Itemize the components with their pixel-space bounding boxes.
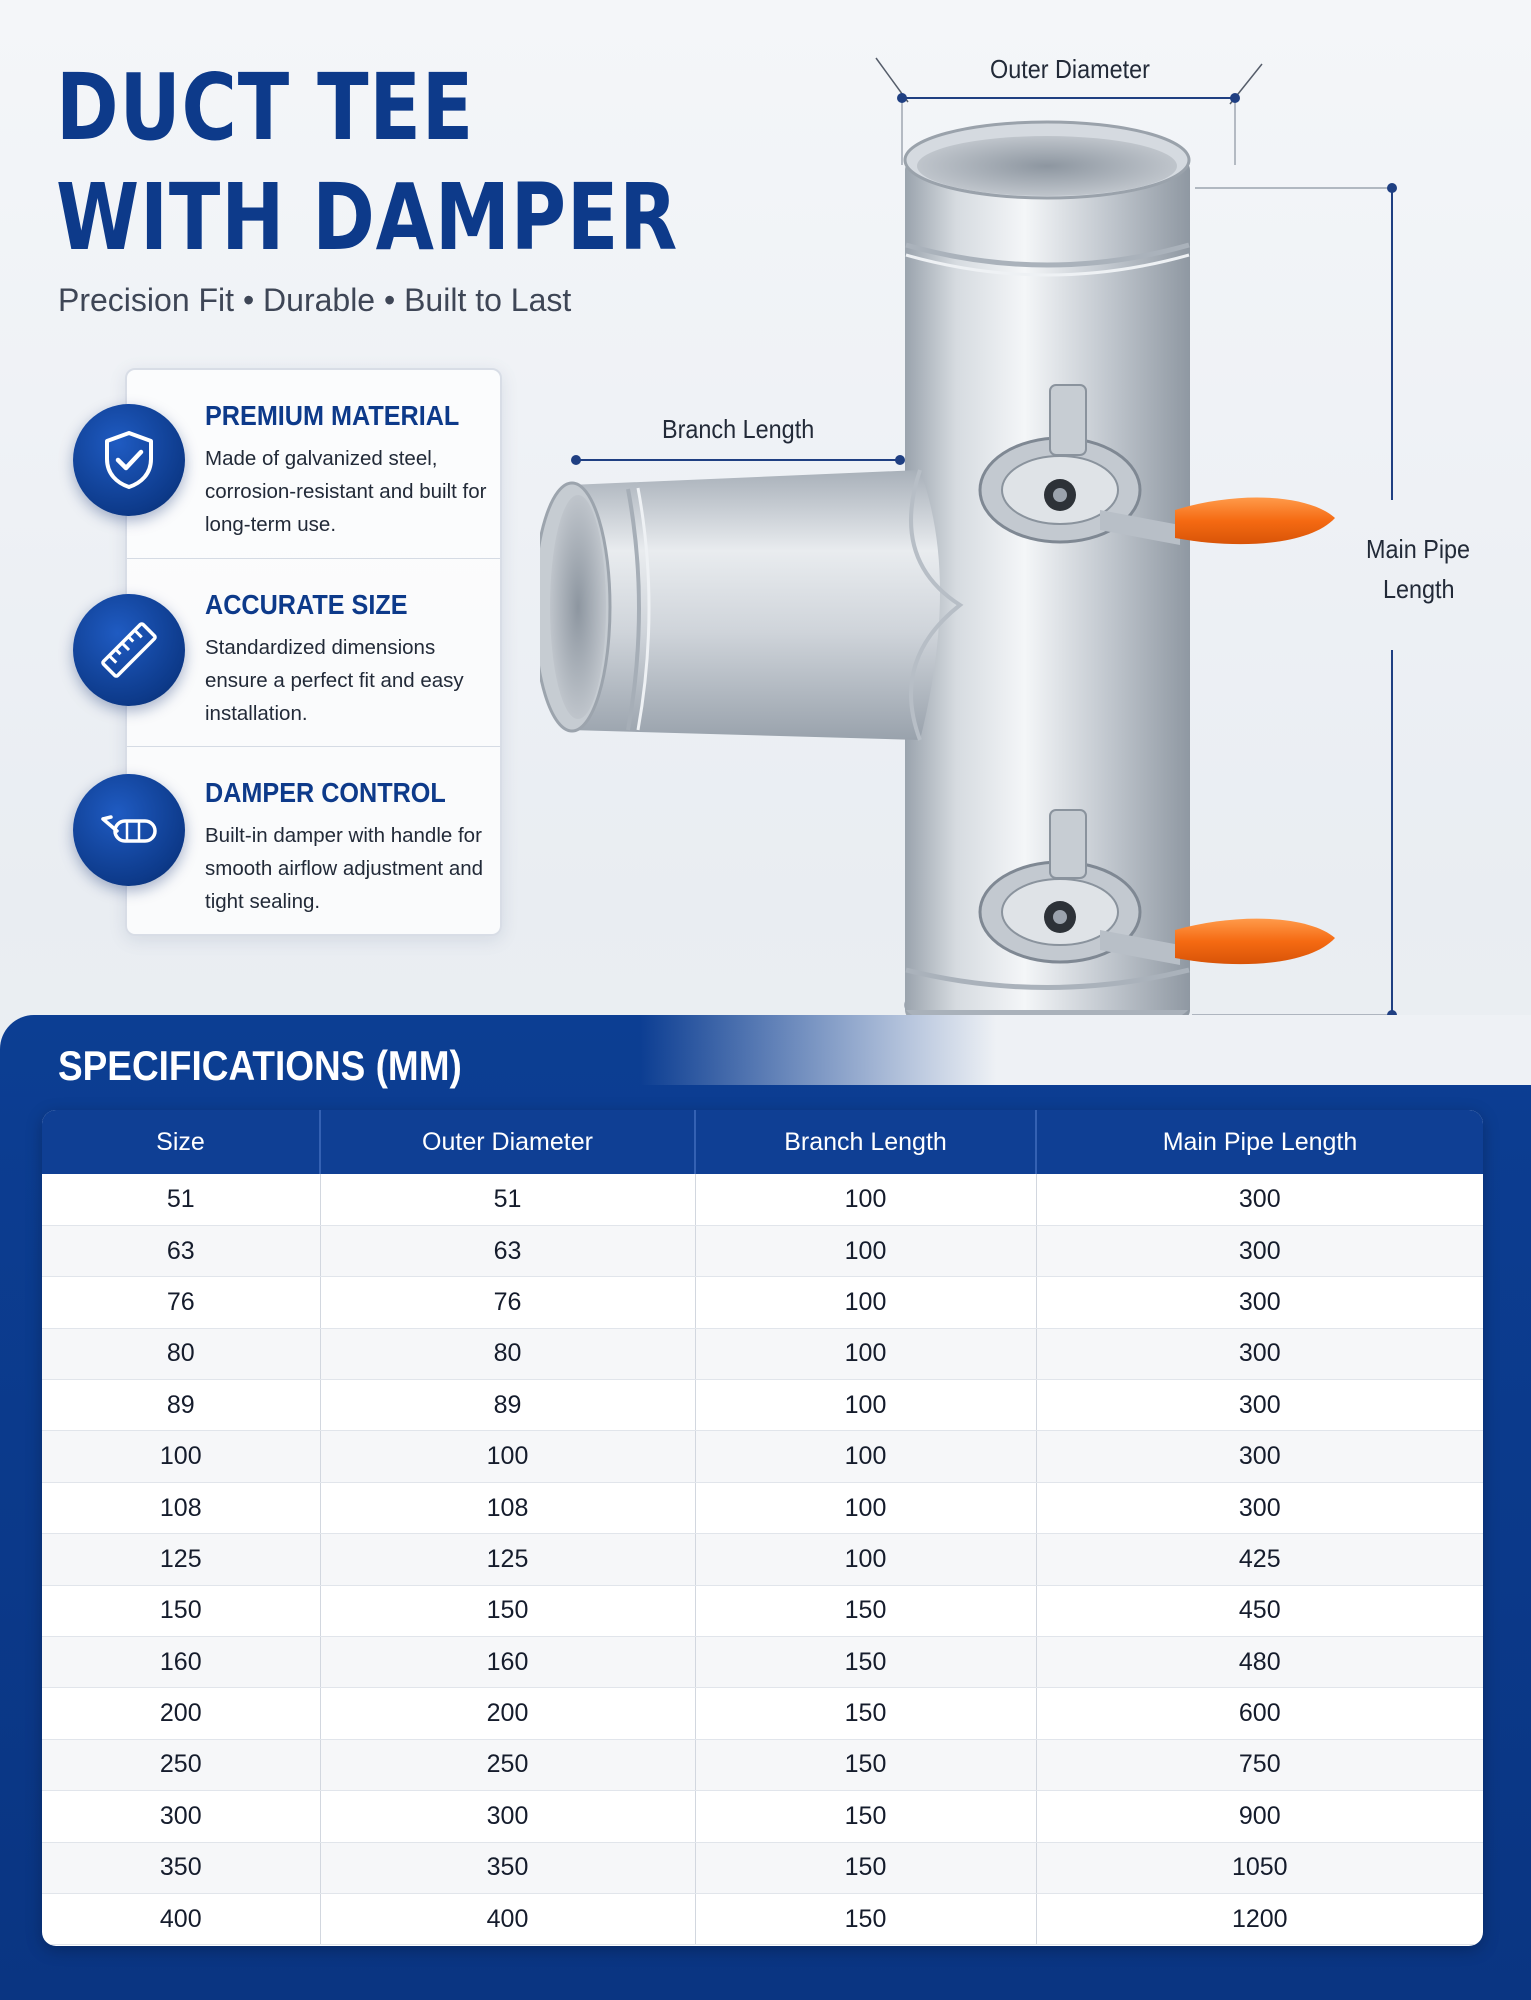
specifications-table-container [42,1110,1483,1946]
feature-description: Made of galvanized steel, corrosion-resistant and built for long-term use. [205,447,487,536]
cell-branch-length: 100 [695,1431,1036,1482]
cell-branch-length: 100 [695,1328,1036,1379]
table-row [42,1277,1483,1328]
cell-outer-diameter: 250 [320,1739,695,1790]
table-row [42,1482,1483,1533]
cell-outer-diameter: 150 [320,1585,695,1636]
cell-branch-length: 100 [695,1482,1036,1533]
column-header-size: Size [42,1110,320,1174]
cell-size: 76 [42,1277,320,1328]
cell-size: 63 [42,1225,320,1276]
cell-size: 150 [42,1585,320,1636]
cell-outer-diameter: 51 [320,1174,695,1225]
cell-main-pipe-length: 1200 [1036,1893,1483,1944]
feature-title: ACCURATE SIZE [205,589,408,620]
cell-size: 80 [42,1328,320,1379]
feature-title: DAMPER CONTROL [205,777,446,808]
cell-size: 125 [42,1534,320,1585]
duct-tee-illustration [540,40,1471,1050]
table-row [42,1688,1483,1739]
table-header-row [42,1110,1483,1174]
cell-branch-length: 100 [695,1225,1036,1276]
feature-title: PREMIUM MATERIAL [205,400,460,431]
table-row [42,1431,1483,1482]
cell-branch-length: 100 [695,1380,1036,1431]
table-row [42,1893,1483,1944]
table-row [42,1225,1483,1276]
tagline: Precision Fit • Durable • Built to Last [58,282,572,318]
cell-size: 400 [42,1893,320,1944]
table-row [42,1585,1483,1636]
cell-branch-length: 100 [695,1277,1036,1328]
cell-branch-length: 150 [695,1739,1036,1790]
cell-outer-diameter: 300 [320,1791,695,1842]
cell-outer-diameter: 400 [320,1893,695,1944]
cell-outer-diameter: 350 [320,1842,695,1893]
page-title-line-1: DUCT TEE [56,54,475,161]
cell-size: 89 [42,1380,320,1431]
damper-handle-icon [73,774,185,886]
cell-main-pipe-length: 900 [1036,1791,1483,1842]
cell-main-pipe-length: 450 [1036,1585,1483,1636]
specifications-table [42,1110,1483,1945]
cell-main-pipe-length: 300 [1036,1328,1483,1379]
cell-outer-diameter: 80 [320,1328,695,1379]
cell-outer-diameter: 63 [320,1225,695,1276]
table-row [42,1842,1483,1893]
cell-size: 51 [42,1174,320,1225]
cell-outer-diameter: 76 [320,1277,695,1328]
cell-size: 300 [42,1791,320,1842]
ruler-icon [73,594,185,706]
cell-main-pipe-length: 300 [1036,1174,1483,1225]
feature-description: Standardized dimensions ensure a perfect fit and easy installation. [205,636,464,725]
table-row [42,1174,1483,1225]
cell-main-pipe-length: 300 [1036,1277,1483,1328]
cell-branch-length: 150 [695,1688,1036,1739]
main-pipe-length-label-line2: Length [1383,574,1455,604]
table-body [42,1174,1483,1945]
main-pipe-length-label-line1: Main Pipe [1366,534,1471,564]
cell-main-pipe-length: 300 [1036,1431,1483,1482]
cell-outer-diameter: 200 [320,1688,695,1739]
cell-size: 100 [42,1431,320,1482]
duct-tee-image [540,40,1440,1050]
cell-branch-length: 150 [695,1637,1036,1688]
cell-main-pipe-length: 300 [1036,1482,1483,1533]
shield-check-icon [73,404,185,516]
cell-branch-length: 150 [695,1842,1036,1893]
cell-branch-length: 150 [695,1893,1036,1944]
table-row [42,1328,1483,1379]
cell-outer-diameter: 89 [320,1380,695,1431]
feature-description: Built-in damper with handle for smooth airflow adjustment and tight sealing. [205,824,484,913]
column-header-main-pipe-length: Main Pipe Length [1036,1110,1483,1174]
cell-branch-length: 150 [695,1791,1036,1842]
cell-size: 160 [42,1637,320,1688]
cell-branch-length: 100 [695,1534,1036,1585]
table-row [42,1534,1483,1585]
table-row [42,1739,1483,1790]
cell-main-pipe-length: 425 [1036,1534,1483,1585]
page-title-line-2: WITH DAMPER [56,164,679,271]
cell-outer-diameter: 100 [320,1431,695,1482]
cell-main-pipe-length: 600 [1036,1688,1483,1739]
cell-outer-diameter: 125 [320,1534,695,1585]
cell-main-pipe-length: 480 [1036,1637,1483,1688]
specifications-title: SPECIFICATIONS (MM) [58,1042,462,1089]
cell-main-pipe-length: 750 [1036,1739,1483,1790]
cell-outer-diameter: 108 [320,1482,695,1533]
cell-size: 200 [42,1688,320,1739]
cell-size: 250 [42,1739,320,1790]
cell-size: 350 [42,1842,320,1893]
column-header-outer-diameter: Outer Diameter [320,1110,695,1174]
table-row [42,1637,1483,1688]
branch-length-label: Branch Length [662,414,815,444]
cell-outer-diameter: 160 [320,1637,695,1688]
cell-main-pipe-length: 1050 [1036,1842,1483,1893]
cell-branch-length: 100 [695,1174,1036,1225]
cell-size: 108 [42,1482,320,1533]
cell-main-pipe-length: 300 [1036,1380,1483,1431]
table-row [42,1380,1483,1431]
table-row [42,1791,1483,1842]
column-header-branch-length: Branch Length [695,1110,1036,1174]
cell-main-pipe-length: 300 [1036,1225,1483,1276]
cell-branch-length: 150 [695,1585,1036,1636]
outer-diameter-label: Outer Diameter [990,54,1150,84]
